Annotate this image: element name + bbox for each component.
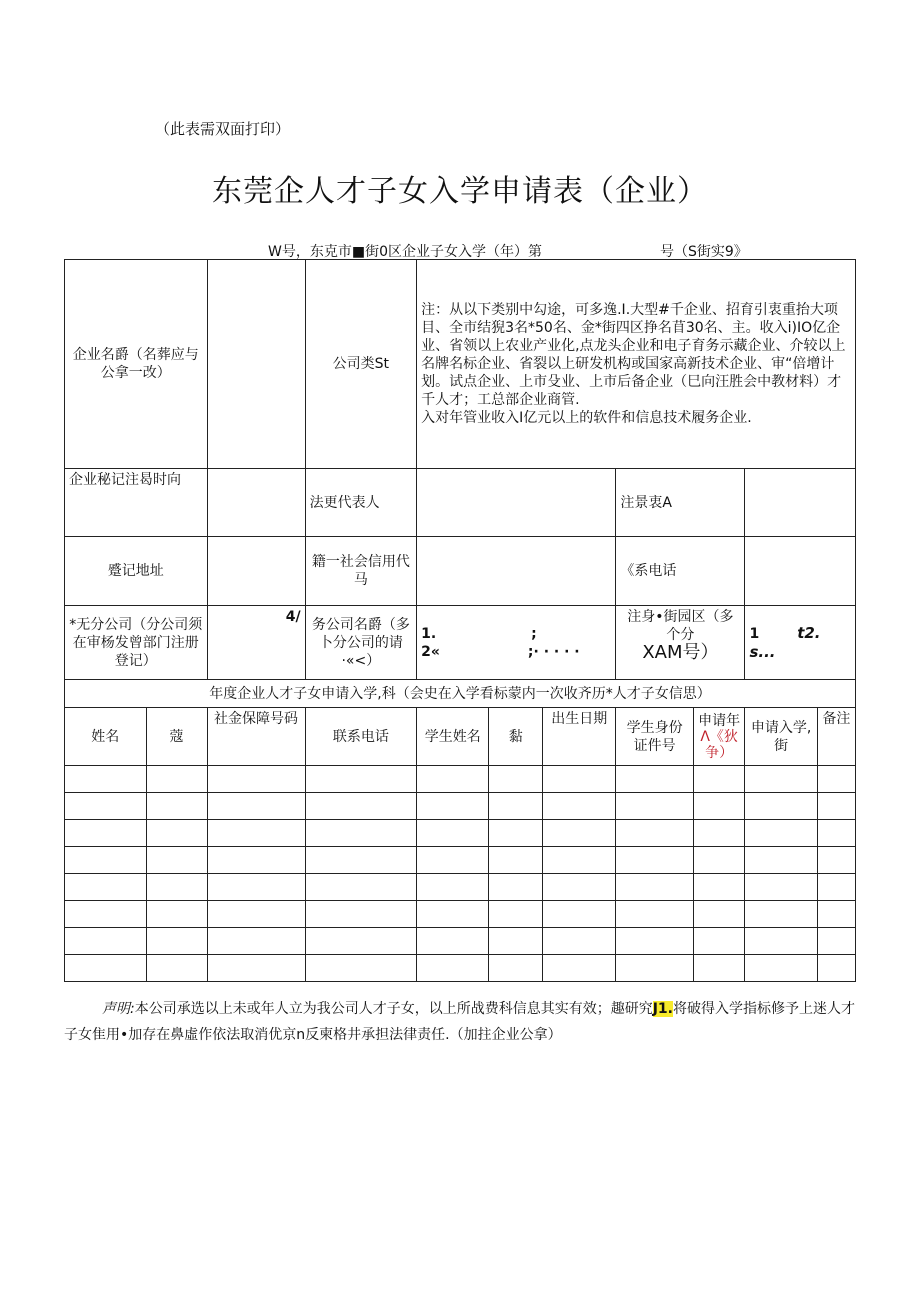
table-cell[interactable] bbox=[305, 901, 417, 928]
grade-header-line-1: 申请年 bbox=[698, 712, 741, 729]
branch-line-2-number: 2« bbox=[421, 643, 440, 660]
registered-address-label: 蹙记地址 bbox=[65, 537, 208, 606]
table-cell[interactable] bbox=[417, 847, 489, 874]
type-note-line: 目、全市结猊3名*50名、金*街四区挣名苜30名、主。收入i)IO亿企 bbox=[421, 320, 841, 336]
grade-header-line-2: Λ《狄 bbox=[700, 728, 738, 745]
table-cell[interactable] bbox=[489, 793, 543, 820]
contact-phone-field[interactable] bbox=[745, 537, 856, 606]
branch-line-2 bbox=[421, 643, 611, 661]
table-cell[interactable] bbox=[489, 820, 543, 847]
table-cell[interactable] bbox=[543, 847, 616, 874]
table-cell[interactable] bbox=[693, 820, 745, 847]
branch-district-field[interactable] bbox=[745, 606, 856, 680]
header-glyph-1: 蔻 bbox=[146, 708, 207, 766]
credit-code-label: 籍一社会信用代马 bbox=[305, 537, 417, 606]
table-cell[interactable] bbox=[543, 820, 616, 847]
branch-district-value-2: t2. s... bbox=[749, 623, 821, 661]
table-cell[interactable] bbox=[207, 901, 305, 928]
branch-company-field[interactable]: 4/ bbox=[207, 606, 305, 680]
table-cell[interactable] bbox=[417, 766, 489, 793]
declaration-text-2: 将破得入学指标修予上迷人才子女隹用•加存在鼻虛作依法取消优京n反柬格井承担法律责任.（加拄企业公拿） bbox=[64, 1001, 855, 1043]
table-cell[interactable] bbox=[745, 820, 817, 847]
legal-representative-label: 法更代表人 bbox=[305, 469, 417, 537]
table-cell[interactable] bbox=[693, 928, 745, 955]
grade-header-line-3: 争） bbox=[705, 744, 734, 761]
type-note-line: 入对年管业收入I亿元以上的软件和信息技术履务企业. bbox=[421, 410, 752, 426]
table-cell[interactable] bbox=[745, 766, 817, 793]
form-title: 东莞企人才子女入学申请表（企业） bbox=[212, 174, 708, 209]
table-cell[interactable] bbox=[146, 928, 207, 955]
table-cell[interactable] bbox=[489, 901, 543, 928]
table-cell[interactable] bbox=[305, 820, 417, 847]
table-cell[interactable] bbox=[417, 901, 489, 928]
table-row bbox=[65, 793, 856, 820]
table-cell[interactable] bbox=[745, 874, 817, 901]
header-apply-grade bbox=[693, 708, 745, 766]
header-student-id: 学生身份证件号 bbox=[616, 708, 693, 766]
table-row bbox=[65, 928, 856, 955]
branch-name-label: 务公司名爵（多卜分公司的请·«<） bbox=[305, 606, 417, 680]
header-student-name: 学生姓名 bbox=[417, 708, 489, 766]
table-cell[interactable] bbox=[146, 874, 207, 901]
header-phone: 联系电话 bbox=[305, 708, 417, 766]
table-cell[interactable] bbox=[207, 928, 305, 955]
table-cell[interactable] bbox=[417, 955, 489, 982]
table-cell[interactable] bbox=[693, 874, 745, 901]
table-cell[interactable] bbox=[417, 874, 489, 901]
table-cell[interactable] bbox=[616, 766, 693, 793]
type-note-line: 名牌名标企业、省裂以上研发机构或国家高新技术企业、审“倍增计 bbox=[421, 356, 835, 372]
table-cell[interactable] bbox=[616, 847, 693, 874]
application-form-table bbox=[64, 259, 856, 982]
table-cell[interactable] bbox=[543, 955, 616, 982]
table-row bbox=[65, 901, 856, 928]
legal-representative-field[interactable] bbox=[417, 469, 616, 537]
table-cell[interactable] bbox=[543, 793, 616, 820]
table-cell[interactable] bbox=[489, 955, 543, 982]
table-cell[interactable] bbox=[745, 847, 817, 874]
header-apply-street: 申请入学,街 bbox=[745, 708, 817, 766]
table-cell[interactable] bbox=[543, 928, 616, 955]
table-cell[interactable] bbox=[817, 928, 855, 955]
registered-address-field[interactable] bbox=[207, 537, 305, 606]
type-note-line: 千人才；工总部企业商管. bbox=[421, 392, 580, 408]
table-cell[interactable] bbox=[616, 820, 693, 847]
serial-prefix: W号，东克市■街0区企业子女入学（年）第 bbox=[268, 244, 542, 260]
registered-capital-field[interactable] bbox=[745, 469, 856, 537]
table-cell[interactable] bbox=[543, 901, 616, 928]
table-cell[interactable] bbox=[489, 847, 543, 874]
table-cell[interactable] bbox=[489, 874, 543, 901]
table-cell[interactable] bbox=[65, 766, 147, 793]
talent-rows bbox=[65, 766, 856, 982]
table-cell[interactable] bbox=[65, 820, 147, 847]
contact-phone-label: 《系电话 bbox=[616, 537, 745, 606]
type-note-line: 注：从以下类别中勾途，可多逸.I.大型#千企业、招育引衷重抬大项 bbox=[421, 302, 838, 318]
table-cell[interactable] bbox=[817, 766, 855, 793]
serial-suffix: 号（S街实9》 bbox=[659, 244, 748, 260]
table-cell[interactable] bbox=[65, 874, 147, 901]
talent-section-banner: 年度企业人才子女申请入学,科（会史在入学看标蒙内一次收齐历*人才子女信思） bbox=[65, 680, 856, 708]
table-cell[interactable] bbox=[693, 847, 745, 874]
table-cell[interactable] bbox=[146, 820, 207, 847]
company-type-label: 公司类St bbox=[305, 260, 417, 469]
table-cell[interactable] bbox=[417, 928, 489, 955]
branch-district-label bbox=[616, 606, 745, 680]
table-cell[interactable] bbox=[305, 766, 417, 793]
header-remark: 备注 bbox=[817, 708, 855, 766]
table-row bbox=[65, 955, 856, 982]
header-name: 姓名 bbox=[65, 708, 147, 766]
table-cell[interactable] bbox=[207, 955, 305, 982]
print-note: （此表需双面打印） bbox=[155, 120, 291, 138]
declaration-lead: 声明: bbox=[102, 1001, 135, 1017]
table-row bbox=[65, 874, 856, 901]
table-row bbox=[65, 847, 856, 874]
header-glyph-2: 黏 bbox=[489, 708, 543, 766]
header-social-security: 社金保障号码 bbox=[207, 708, 305, 766]
table-cell[interactable] bbox=[616, 793, 693, 820]
serial-number-line bbox=[268, 241, 748, 261]
table-cell[interactable] bbox=[305, 847, 417, 874]
table-cell[interactable] bbox=[146, 847, 207, 874]
table-cell[interactable] bbox=[489, 928, 543, 955]
credit-code-field[interactable] bbox=[417, 537, 616, 606]
table-cell[interactable] bbox=[693, 901, 745, 928]
table-cell[interactable] bbox=[417, 820, 489, 847]
table-cell[interactable] bbox=[817, 847, 855, 874]
table-cell[interactable] bbox=[207, 820, 305, 847]
branch-district-label-line1: 注身•街园区（多个分 bbox=[627, 609, 734, 643]
type-note-line: 划。试点企业、上市殳业、上市后备企业（巳向汪胜会中教材料）才 bbox=[421, 374, 842, 390]
table-cell[interactable] bbox=[207, 847, 305, 874]
branch-name-field[interactable] bbox=[417, 606, 616, 680]
table-cell[interactable] bbox=[745, 901, 817, 928]
table-cell[interactable] bbox=[305, 928, 417, 955]
table-cell[interactable] bbox=[417, 793, 489, 820]
registration-time-field[interactable] bbox=[207, 469, 305, 537]
table-cell[interactable] bbox=[65, 955, 147, 982]
table-cell[interactable] bbox=[305, 793, 417, 820]
table-row bbox=[65, 820, 856, 847]
table-cell[interactable] bbox=[65, 847, 147, 874]
table-cell[interactable] bbox=[616, 928, 693, 955]
table-cell[interactable] bbox=[693, 955, 745, 982]
registered-capital-label: 注景衷A bbox=[616, 469, 745, 537]
table-cell[interactable] bbox=[146, 901, 207, 928]
table-cell[interactable] bbox=[65, 793, 147, 820]
type-note-line: 业、省领以上农业产业化,点龙头企业和电子育务示藏企业、介较以上 bbox=[421, 338, 846, 354]
table-cell[interactable] bbox=[817, 874, 855, 901]
company-type-note bbox=[417, 260, 856, 469]
company-name-label: 企业名爵（名葬应与公拿一改） bbox=[65, 260, 208, 469]
table-cell[interactable] bbox=[146, 766, 207, 793]
table-cell[interactable] bbox=[693, 766, 745, 793]
table-cell[interactable] bbox=[65, 928, 147, 955]
table-cell[interactable] bbox=[616, 874, 693, 901]
branch-district-value-1: 1 bbox=[749, 625, 760, 642]
table-cell[interactable] bbox=[146, 955, 207, 982]
branch-line-1 bbox=[421, 625, 611, 643]
table-cell[interactable] bbox=[146, 793, 207, 820]
header-birth-date: 出生日期 bbox=[543, 708, 616, 766]
table-cell[interactable] bbox=[65, 901, 147, 928]
table-cell[interactable] bbox=[817, 901, 855, 928]
branch-district-label-line2: XAM号） bbox=[642, 642, 719, 663]
table-cell[interactable] bbox=[207, 766, 305, 793]
table-cell[interactable] bbox=[207, 793, 305, 820]
table-cell[interactable] bbox=[693, 793, 745, 820]
table-cell[interactable] bbox=[817, 793, 855, 820]
table-cell[interactable] bbox=[745, 928, 817, 955]
branch-line-1-number: 1. bbox=[421, 625, 437, 642]
table-cell[interactable] bbox=[817, 955, 855, 982]
table-cell[interactable] bbox=[616, 901, 693, 928]
table-row bbox=[65, 766, 856, 793]
registration-time-label: 企业秘记注曷时向 bbox=[65, 469, 208, 537]
table-cell[interactable] bbox=[305, 874, 417, 901]
table-cell[interactable] bbox=[489, 766, 543, 793]
company-name-field[interactable] bbox=[207, 260, 305, 469]
table-cell[interactable] bbox=[817, 820, 855, 847]
declaration-text-1: 本公司承选以上未或年人立为我公司人才子女，以上所战费科信息其实有效；趣研究 bbox=[134, 1001, 653, 1017]
table-cell[interactable] bbox=[543, 766, 616, 793]
declaration-highlight: J1. bbox=[652, 1001, 673, 1017]
branch-line-1-separator: ; bbox=[531, 625, 537, 642]
declaration bbox=[64, 996, 856, 1048]
branch-line-2-separator: ;· · · · · bbox=[527, 643, 580, 660]
table-cell[interactable] bbox=[745, 955, 817, 982]
table-cell[interactable] bbox=[616, 955, 693, 982]
branch-company-label: *无分公司（分公司须在审杨发曾部门注册登记） bbox=[65, 606, 208, 680]
table-cell[interactable] bbox=[543, 874, 616, 901]
table-cell[interactable] bbox=[745, 793, 817, 820]
table-cell[interactable] bbox=[305, 955, 417, 982]
table-cell[interactable] bbox=[207, 874, 305, 901]
